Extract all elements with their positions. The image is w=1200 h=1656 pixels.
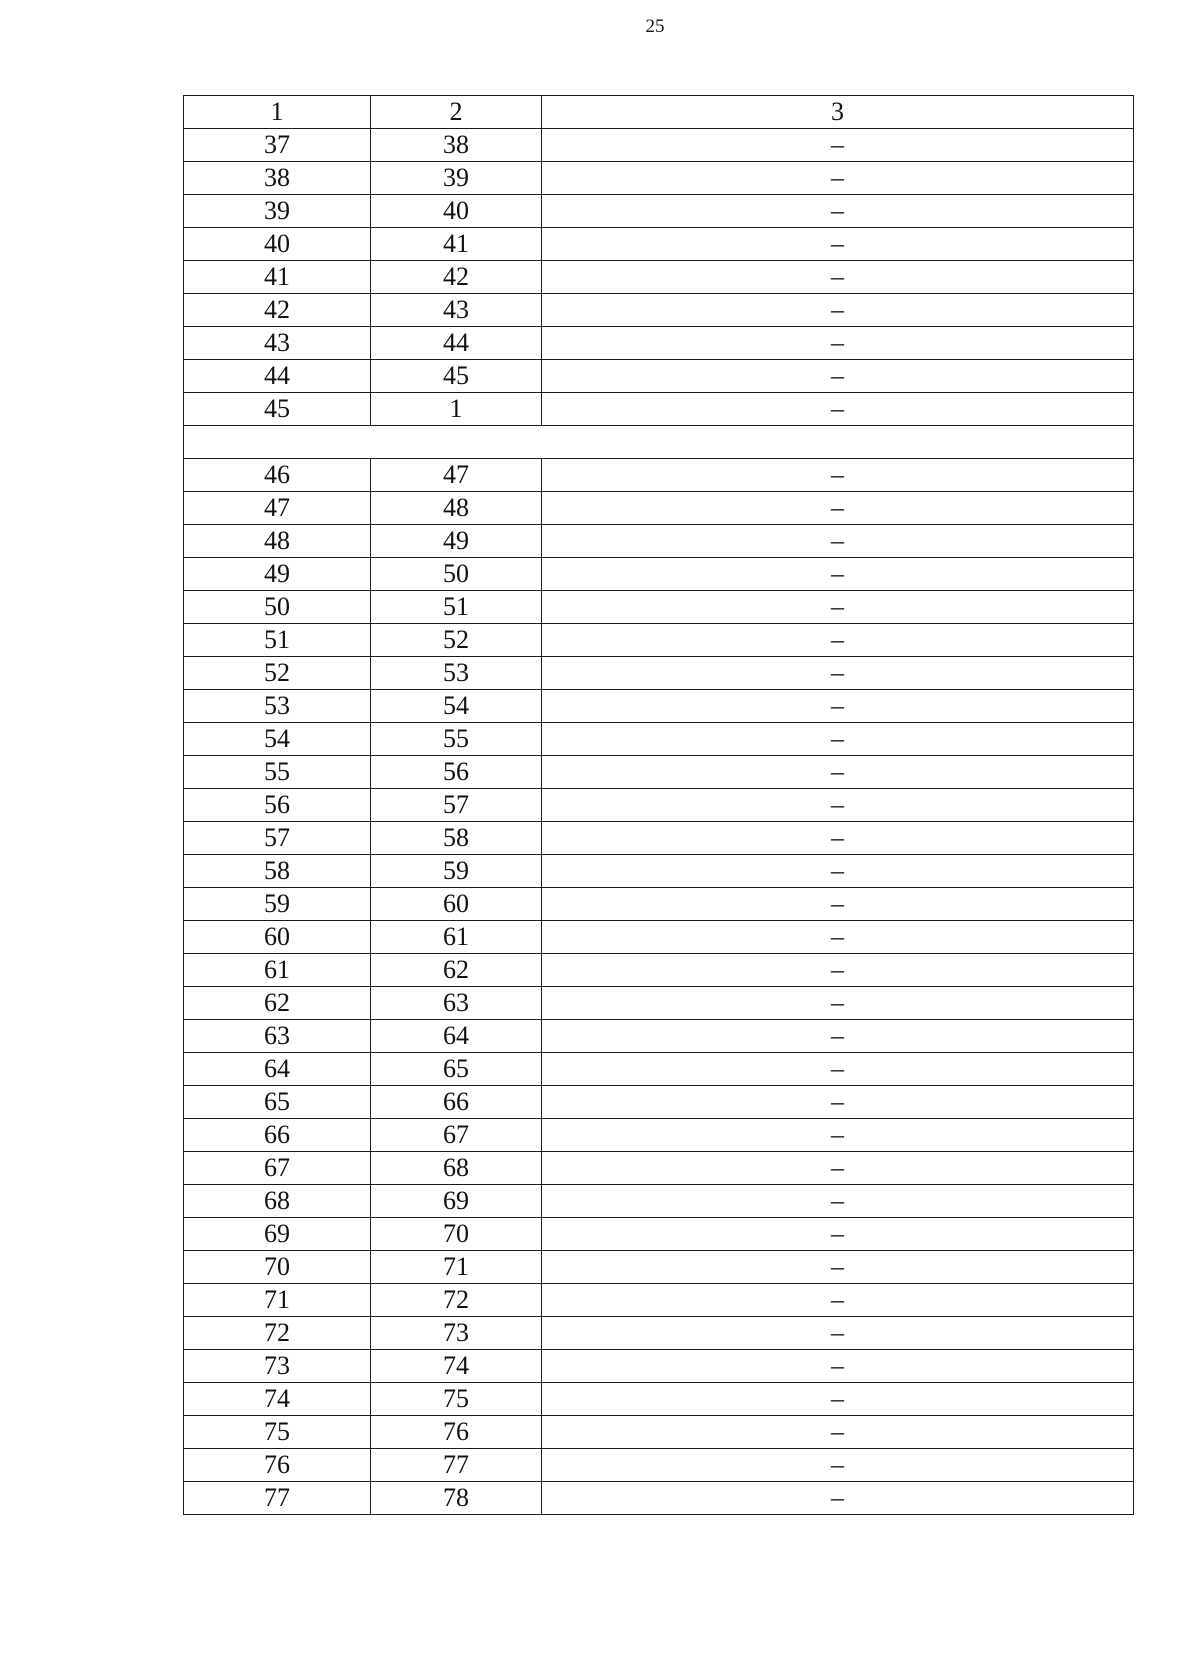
table-cell-col-1: 37 — [184, 129, 371, 162]
table-row — [184, 1482, 1134, 1515]
table-cell-col-1: 77 — [184, 1482, 371, 1515]
table-cell-col-1: 56 — [184, 789, 371, 822]
table-cell-col-2: 62 — [371, 954, 542, 987]
table-cell-col-2: 67 — [371, 1119, 542, 1152]
table-cell-col-1: 74 — [184, 1383, 371, 1416]
table-cell-col-1: 58 — [184, 855, 371, 888]
table-cell-col-2: 48 — [371, 492, 542, 525]
table-cell-col-2: 56 — [371, 756, 542, 789]
table-cell-col-1: 54 — [184, 723, 371, 756]
table-row — [184, 1251, 1134, 1284]
table-cell-col-3: – — [542, 1482, 1134, 1515]
table-row — [184, 822, 1134, 855]
table-cell-col-1: 76 — [184, 1449, 371, 1482]
table-cell-col-3: – — [542, 360, 1134, 393]
table-cell-col-1: 70 — [184, 1251, 371, 1284]
table-row — [184, 789, 1134, 822]
table-cell-col-2: 71 — [371, 1251, 542, 1284]
table-cell-col-3: – — [542, 921, 1134, 954]
table-cell-col-3: – — [542, 789, 1134, 822]
table-cell-col-1: 40 — [184, 228, 371, 261]
table-cell-col-3: – — [542, 888, 1134, 921]
table-cell-col-3: – — [542, 1218, 1134, 1251]
table-cell-col-1: 39 — [184, 195, 371, 228]
table-cell-col-3: – — [542, 558, 1134, 591]
table-cell-col-3: – — [542, 393, 1134, 426]
table-cell-col-1: 67 — [184, 1152, 371, 1185]
table-cell-col-1: 50 — [184, 591, 371, 624]
table-cell-col-3: – — [542, 228, 1134, 261]
table-cell-col-1: 47 — [184, 492, 371, 525]
table-cell-col-3: – — [542, 294, 1134, 327]
table-cell-col-2: 44 — [371, 327, 542, 360]
table-cell-col-2: 77 — [371, 1449, 542, 1482]
table-row — [184, 1383, 1134, 1416]
table-row — [184, 723, 1134, 756]
table-row — [184, 888, 1134, 921]
table-row — [184, 756, 1134, 789]
table-cell-col-1: 75 — [184, 1416, 371, 1449]
numbering-table — [183, 95, 1134, 1515]
header-cell-1: 1 — [184, 96, 371, 129]
table-cell-col-2: 65 — [371, 1053, 542, 1086]
table-cell-col-3: – — [542, 459, 1134, 492]
table-cell-col-2: 1 — [371, 393, 542, 426]
table-cell-col-1: 62 — [184, 987, 371, 1020]
table-cell-col-1: 52 — [184, 657, 371, 690]
table-cell-col-1: 55 — [184, 756, 371, 789]
table-cell-col-2: 63 — [371, 987, 542, 1020]
table-row — [184, 195, 1134, 228]
table-cell-col-3: – — [542, 1284, 1134, 1317]
page-number: 25 — [645, 16, 665, 37]
table-cell-col-2: 54 — [371, 690, 542, 723]
table-row — [184, 360, 1134, 393]
table-cell-col-1: 72 — [184, 1317, 371, 1350]
table-cell-col-1: 46 — [184, 459, 371, 492]
table-cell-col-2: 73 — [371, 1317, 542, 1350]
table-cell-col-3: – — [542, 822, 1134, 855]
table-row — [184, 261, 1134, 294]
table-cell-col-1: 49 — [184, 558, 371, 591]
table-cell-col-1: 38 — [184, 162, 371, 195]
table-cell-col-2: 78 — [371, 1482, 542, 1515]
table-cell-col-3: – — [542, 954, 1134, 987]
table-cell-col-3: – — [542, 690, 1134, 723]
table-cell-col-1: 51 — [184, 624, 371, 657]
table-cell-col-1: 73 — [184, 1350, 371, 1383]
table-cell-col-3: – — [542, 1350, 1134, 1383]
table-cell-col-2: 61 — [371, 921, 542, 954]
table-cell-col-2: 43 — [371, 294, 542, 327]
table-row — [184, 393, 1134, 426]
table-cell-col-2: 53 — [371, 657, 542, 690]
table-row — [184, 558, 1134, 591]
table-row — [184, 855, 1134, 888]
table-cell-col-1: 48 — [184, 525, 371, 558]
table-cell-col-3: – — [542, 1053, 1134, 1086]
table-cell-col-1: 41 — [184, 261, 371, 294]
table-cell-col-3: – — [542, 1449, 1134, 1482]
table-cell-col-3: – — [542, 1119, 1134, 1152]
table-cell-col-2: 45 — [371, 360, 542, 393]
table-cell-col-2: 57 — [371, 789, 542, 822]
table-cell-col-3: – — [542, 129, 1134, 162]
table-row — [184, 1020, 1134, 1053]
table-row — [184, 327, 1134, 360]
table-row — [184, 1053, 1134, 1086]
table-cell-col-3: – — [542, 657, 1134, 690]
table-cell-col-3: – — [542, 261, 1134, 294]
table-cell-col-2: 70 — [371, 1218, 542, 1251]
table-row — [184, 690, 1134, 723]
table-row — [184, 459, 1134, 492]
table-cell-col-3: – — [542, 1317, 1134, 1350]
table-cell-col-1: 69 — [184, 1218, 371, 1251]
table-cell-col-1: 65 — [184, 1086, 371, 1119]
table-cell-col-2: 52 — [371, 624, 542, 657]
table-cell-col-2: 76 — [371, 1416, 542, 1449]
table-cell-col-2: 41 — [371, 228, 542, 261]
section-separator-row — [184, 426, 1134, 459]
table-cell-col-2: 47 — [371, 459, 542, 492]
table-cell-col-2: 49 — [371, 525, 542, 558]
table-row — [184, 1449, 1134, 1482]
table-cell-col-2: 72 — [371, 1284, 542, 1317]
table-cell-col-1: 57 — [184, 822, 371, 855]
table-cell-col-1: 45 — [184, 393, 371, 426]
table-cell-col-2: 51 — [371, 591, 542, 624]
table-row — [184, 1185, 1134, 1218]
table-cell-col-1: 43 — [184, 327, 371, 360]
table-cell-col-1: 59 — [184, 888, 371, 921]
table-cell-col-2: 68 — [371, 1152, 542, 1185]
table-row — [184, 954, 1134, 987]
table-cell-col-2: 59 — [371, 855, 542, 888]
table-cell-col-3: – — [542, 591, 1134, 624]
table-cell-col-1: 44 — [184, 360, 371, 393]
table-cell-col-3: – — [542, 525, 1134, 558]
table-row — [184, 1119, 1134, 1152]
table-row — [184, 921, 1134, 954]
table-row — [184, 591, 1134, 624]
table-cell-col-1: 53 — [184, 690, 371, 723]
table-cell-col-1: 61 — [184, 954, 371, 987]
table-row — [184, 228, 1134, 261]
table-row — [184, 525, 1134, 558]
table-body — [184, 96, 1134, 1515]
table-cell-col-3: – — [542, 162, 1134, 195]
table-cell-col-2: 75 — [371, 1383, 542, 1416]
table-cell-col-2: 40 — [371, 195, 542, 228]
table-cell-col-1: 60 — [184, 921, 371, 954]
table-cell-col-2: 38 — [371, 129, 542, 162]
table-row — [184, 162, 1134, 195]
table-cell-col-3: – — [542, 987, 1134, 1020]
table-row — [184, 1284, 1134, 1317]
table-row — [184, 657, 1134, 690]
table-cell-col-2: 74 — [371, 1350, 542, 1383]
header-cell-2: 2 — [371, 96, 542, 129]
table-cell-col-1: 64 — [184, 1053, 371, 1086]
table-cell-col-2: 66 — [371, 1086, 542, 1119]
table-cell-col-1: 68 — [184, 1185, 371, 1218]
table-cell-col-3: – — [542, 1152, 1134, 1185]
table-cell-col-2: 50 — [371, 558, 542, 591]
table-cell-col-3: – — [542, 1416, 1134, 1449]
table-cell-col-3: – — [542, 723, 1134, 756]
table-cell-col-3: – — [542, 756, 1134, 789]
table-row — [184, 1086, 1134, 1119]
table-row — [184, 987, 1134, 1020]
table-cell-col-2: 55 — [371, 723, 542, 756]
table-header-row — [184, 96, 1134, 129]
table-cell-col-2: 39 — [371, 162, 542, 195]
table-row — [184, 1416, 1134, 1449]
table-cell-col-1: 42 — [184, 294, 371, 327]
table-row — [184, 1350, 1134, 1383]
table-cell-col-2: 69 — [371, 1185, 542, 1218]
table-cell-col-3: – — [542, 492, 1134, 525]
table-cell-col-2: 58 — [371, 822, 542, 855]
table-row — [184, 1317, 1134, 1350]
table-cell-col-3: – — [542, 855, 1134, 888]
table-cell-col-2: 60 — [371, 888, 542, 921]
section-separator-cell — [184, 426, 1134, 459]
table-row — [184, 1218, 1134, 1251]
table-cell-col-3: – — [542, 624, 1134, 657]
table-cell-col-1: 71 — [184, 1284, 371, 1317]
table-row — [184, 294, 1134, 327]
table-cell-col-2: 64 — [371, 1020, 542, 1053]
table-cell-col-3: – — [542, 195, 1134, 228]
table-cell-col-3: – — [542, 1020, 1134, 1053]
table-row — [184, 624, 1134, 657]
table-cell-col-1: 66 — [184, 1119, 371, 1152]
table-cell-col-1: 63 — [184, 1020, 371, 1053]
table-cell-col-2: 42 — [371, 261, 542, 294]
table-row — [184, 1152, 1134, 1185]
table-cell-col-3: – — [542, 1383, 1134, 1416]
table-row — [184, 492, 1134, 525]
table-cell-col-3: – — [542, 1251, 1134, 1284]
table-cell-col-3: – — [542, 1185, 1134, 1218]
table-cell-col-3: – — [542, 327, 1134, 360]
table-row — [184, 129, 1134, 162]
header-cell-3: 3 — [542, 96, 1134, 129]
table-cell-col-3: – — [542, 1086, 1134, 1119]
